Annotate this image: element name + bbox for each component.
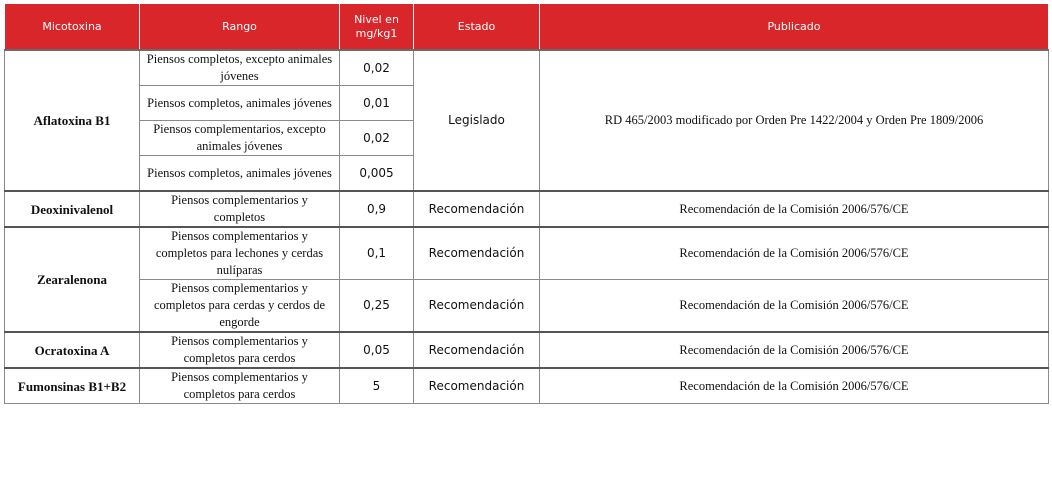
estado-cell: Recomendación	[414, 227, 540, 280]
rango-cell: Piensos complementarios y completos para cerdos	[140, 332, 340, 368]
table-row	[5, 227, 1049, 280]
header-rango: Rango	[140, 4, 340, 51]
table-row	[5, 280, 1049, 333]
rango-cell: Piensos completos, animales jóvenes	[140, 156, 340, 192]
rango-cell: Piensos complementarios y completos para lechones y cerdas nulíparas	[140, 227, 340, 280]
mycotoxin-limits-table	[4, 3, 1049, 404]
table-row	[5, 368, 1049, 404]
toxin-name-cell: Deoxinivalenol	[5, 191, 140, 227]
table-row	[5, 191, 1049, 227]
estado-cell: Recomendación	[414, 191, 540, 227]
nivel-cell: 0,01	[340, 86, 414, 121]
toxin-name-cell: Aflatoxina B1	[5, 50, 140, 191]
header-estado: Estado	[414, 4, 540, 51]
table-row	[5, 332, 1049, 368]
nivel-cell: 0,1	[340, 227, 414, 280]
table-row	[5, 50, 1049, 86]
nivel-cell: 0,02	[340, 50, 414, 86]
nivel-cell: 0,05	[340, 332, 414, 368]
rango-cell: Piensos completos, animales jóvenes	[140, 86, 340, 121]
publicado-cell: Recomendación de la Comisión 2006/576/CE	[540, 368, 1049, 404]
rango-cell: Piensos complementarios y completos para cerdas y cerdos de engorde	[140, 280, 340, 333]
estado-cell: Recomendación	[414, 332, 540, 368]
table-header-row	[5, 4, 1049, 51]
rango-cell: Piensos complementarios y completos para cerdos	[140, 368, 340, 404]
rango-cell: Piensos complementarios y completos	[140, 191, 340, 227]
header-nivel-line1: Nivel en	[354, 12, 399, 26]
rango-cell: Piensos complementarios, excepto animales jóvenes	[140, 121, 340, 156]
publicado-cell: Recomendación de la Comisión 2006/576/CE	[540, 332, 1049, 368]
publicado-cell: RD 465/2003 modificado por Orden Pre 1422/2004 y Orden Pre 1809/2006	[540, 50, 1049, 191]
publicado-cell: Recomendación de la Comisión 2006/576/CE	[540, 280, 1049, 333]
nivel-cell: 0,9	[340, 191, 414, 227]
mycotoxin-table-container	[4, 3, 1048, 404]
toxin-name-cell: Ocratoxina A	[5, 332, 140, 368]
publicado-cell: Recomendación de la Comisión 2006/576/CE	[540, 191, 1049, 227]
header-publicado: Publicado	[540, 4, 1049, 51]
header-nivel-line2: mg/kg1	[355, 26, 398, 40]
nivel-cell: 0,02	[340, 121, 414, 156]
toxin-name-cell: Fumonsinas B1+B2	[5, 368, 140, 404]
rango-cell: Piensos completos, excepto animales jóvenes	[140, 50, 340, 86]
estado-cell: Legislado	[414, 50, 540, 191]
header-nivel	[340, 4, 414, 51]
nivel-cell: 0,005	[340, 156, 414, 192]
header-micotoxina: Micotoxina	[5, 4, 140, 51]
nivel-cell: 0,25	[340, 280, 414, 333]
toxin-name-cell: Zearalenona	[5, 227, 140, 332]
estado-cell: Recomendación	[414, 368, 540, 404]
estado-cell: Recomendación	[414, 280, 540, 333]
publicado-cell: Recomendación de la Comisión 2006/576/CE	[540, 227, 1049, 280]
nivel-cell: 5	[340, 368, 414, 404]
